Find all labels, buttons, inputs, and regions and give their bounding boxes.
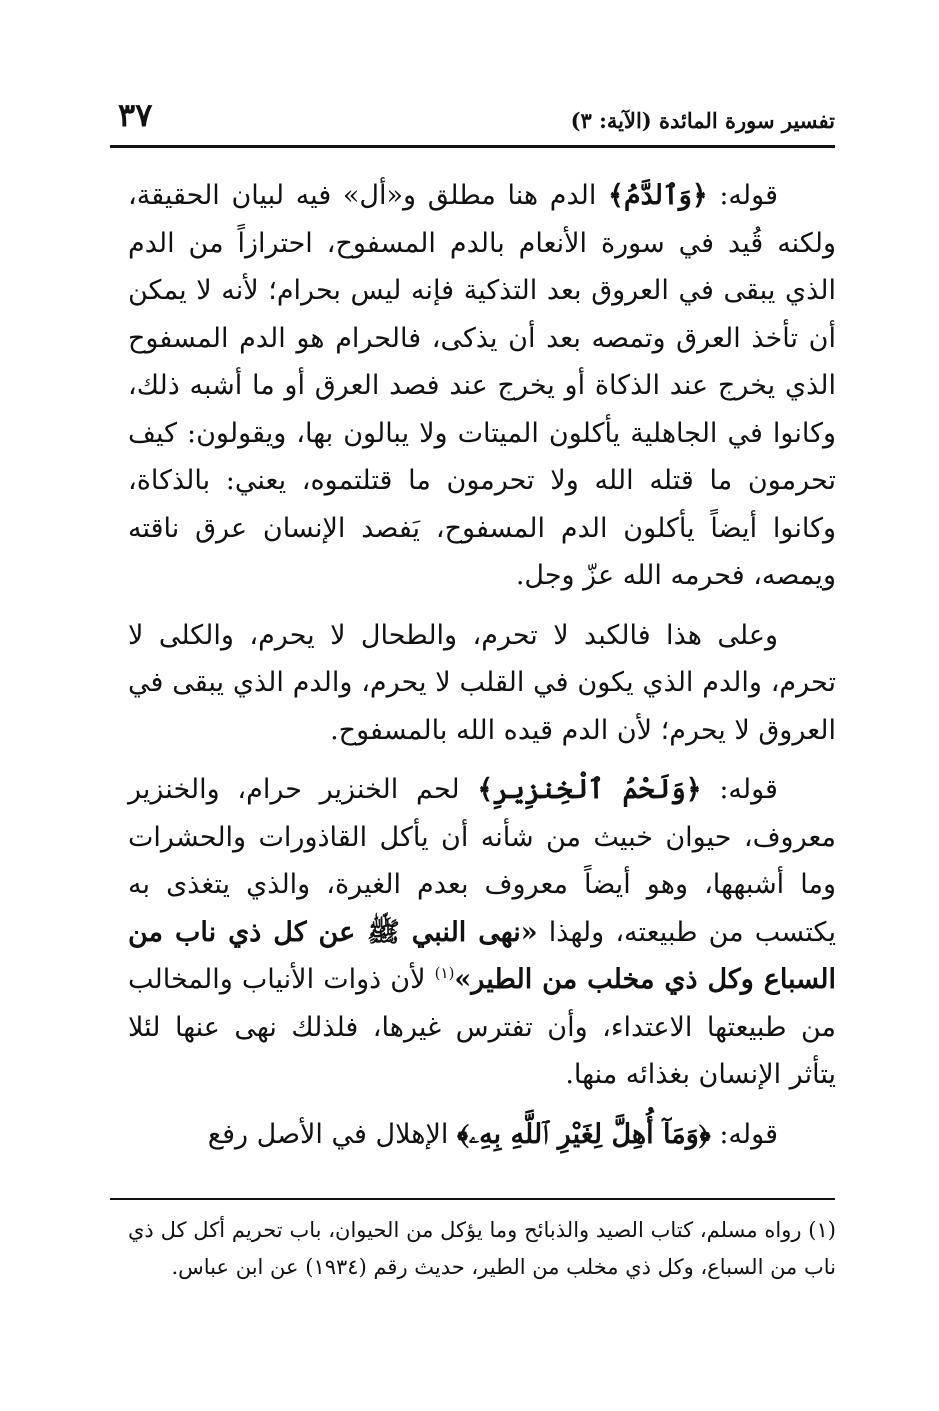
hadith-quote: «نهى النبي ﷺ عن كل ذي ناب من السباع وكل ذي مخلب من الطير» bbox=[128, 916, 837, 995]
page-number: ٣٧ bbox=[118, 96, 153, 134]
paragraph-ihlal bbox=[128, 1111, 836, 1159]
header-divider bbox=[110, 145, 835, 148]
paragraph-text: الدم هنا مطلق و«أل» فيه لبيان الحقيقة، ولكنه قُيد في سورة الأنعام بالدم المسفوح، احترازاً من الدم الذي يبقى في العروق بعد التذكية فإنه ليس بحرام؛ لأنه لا يمكن أن تأخذ العرق وتمصه بعد أن يذكى، فالحرام هو الدم المسفوح الذي يخرج عند الذكاة أو يخرج عند فصد العرق أو ما أشبه ذلك، وكانوا في الجاهلية يأكلون الميتات ولا يبالون بها، ويقولون: كيف تحرمون ما قتله الله ولا تحرمون ما قتلتموه، يعني: بالذكاة، وكانوا أيضاً يأكلون الدم المسفوح، يَفصد الإنسان عرق ناقته ويمصه، فحرمه الله عزّ وجل. bbox=[128, 180, 836, 591]
main-text bbox=[128, 172, 836, 1158]
paragraph-blood bbox=[128, 172, 836, 600]
paragraph-lead: قوله: bbox=[701, 774, 778, 805]
footnote-reference: (١) bbox=[434, 964, 455, 982]
paragraph-text: لحم الخنزير حرام، والخنزير معروف، حيوان خبيث من شأنه أن يأكل القاذورات والحشرات وما أشبهها، وهو أيضاً معروف بعدم الغيرة، والذي يتغذى به يكتسب من طبيعته، ولهذا bbox=[128, 774, 836, 948]
paragraph-text: وعلى هذا فالكبد لا تحرم، والطحال لا يحرم، والكلى لا تحرم، والدم الذي يكون في القلب لا يحرم، والدم الذي يبقى في العروق لا يحرم؛ لأن الدم قيده الله بالمسفوح. bbox=[128, 619, 836, 746]
paragraph-liver bbox=[128, 612, 836, 755]
running-title: تفسير سورة المائدة (الآية: ٣) bbox=[570, 108, 835, 133]
quran-quote: ﴿وَمَآ أُهِلَّ لِغَيْرِ ٱللَّهِ بِهِۦ﴾ bbox=[456, 1118, 711, 1150]
quran-quote: ﴿وَٱلدَّمُ﴾ bbox=[608, 180, 708, 211]
quran-quote: ﴿وَلَحْمُ ٱلْخِنزِيرِ﴾ bbox=[477, 774, 702, 805]
paragraph-pork bbox=[128, 766, 836, 1099]
footnote-divider bbox=[110, 1198, 835, 1200]
paragraph-lead: قوله: bbox=[707, 180, 778, 211]
paragraph-lead: قوله: bbox=[710, 1118, 778, 1150]
paragraph-text-continued: لأن ذوات الأنياب والمخالب من طبيعتها الاعتداء، وأن تفترس غيرها، فلذلك نهى عنها لئلا يتأثر الإنسان بغذائه منها. bbox=[128, 964, 836, 1090]
paragraph-text: الإهلال في الأصل رفع bbox=[207, 1118, 457, 1150]
running-header bbox=[110, 96, 835, 144]
footnote: (١) رواه مسلم، كتاب الصيد والذبائح وما يؤكل من الحيوان، باب تحريم أكل كل ذي ناب من السباع، وكل ذي مخلب من الطير، حديث رقم (١٩٣٤) عن ابن عباس. bbox=[128, 1218, 836, 1279]
